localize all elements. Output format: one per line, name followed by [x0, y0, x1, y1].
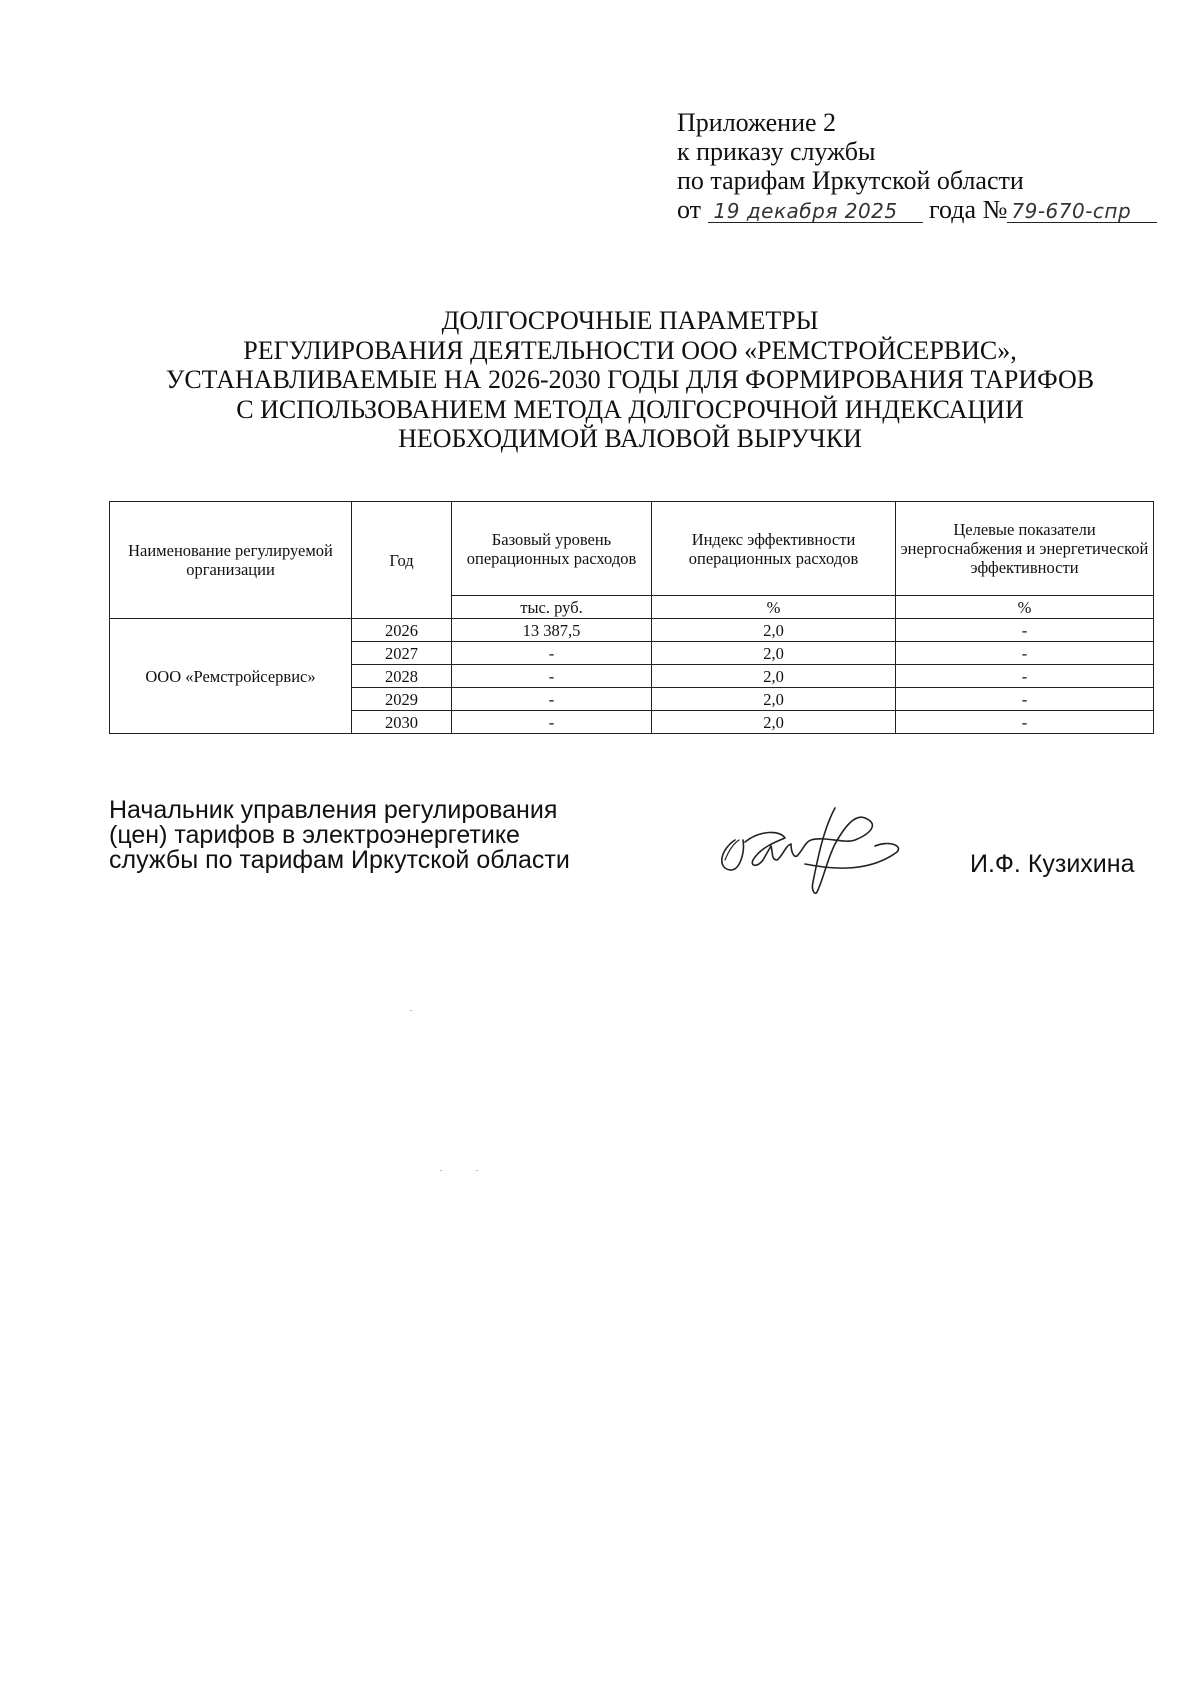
efficiency-index-cell: 2,0 — [652, 619, 896, 642]
signatory-position — [109, 798, 570, 873]
signer-name: И.Ф. Кузихина — [970, 850, 1135, 878]
header-year: Год — [352, 502, 452, 619]
efficiency-index-cell: 2,0 — [652, 711, 896, 734]
annex-block — [677, 108, 1157, 224]
annex-title: Приложение 2 — [677, 108, 837, 137]
target-indicator-cell: - — [896, 619, 1154, 642]
target-indicator-cell: - — [896, 665, 1154, 688]
annex-date-prefix: от — [677, 195, 702, 224]
unit-efficiency-index: % — [652, 596, 896, 619]
target-indicator-cell: - — [896, 711, 1154, 734]
year-cell: 2030 — [352, 711, 452, 734]
title-line-1: ДОЛГОСРОЧНЫЕ ПАРАМЕТРЫ — [441, 306, 819, 335]
header-target-indicators: Целевые показатели энергоснабжения и энергетической эффективности — [896, 502, 1154, 596]
parameters-table — [109, 501, 1154, 734]
position-line-3: службы по тарифам Иркутской области — [109, 846, 570, 874]
unit-base-level: тыс. руб. — [452, 596, 652, 619]
position-line-1: Начальник управления регулирования — [109, 796, 558, 824]
header-organization: Наименование регулируемой организации — [110, 502, 352, 619]
organization-cell: ООО «Ремстройсервис» — [110, 619, 352, 734]
target-indicator-cell: - — [896, 642, 1154, 665]
title-line-4: С ИСПОЛЬЗОВАНИЕМ МЕТОДА ДОЛГОСРОЧНОЙ ИНДЕКСАЦИИ — [236, 394, 1024, 424]
base-level-cell: - — [452, 642, 652, 665]
handwritten-signature — [705, 800, 905, 900]
title-line-2: РЕГУЛИРОВАНИЯ ДЕЯТЕЛЬНОСТИ ООО «РЕМСТРОЙСЕРВИС», — [243, 335, 1017, 365]
year-cell: 2028 — [352, 665, 452, 688]
base-level-cell: - — [452, 711, 652, 734]
handwritten-date: 19 декабря 2025 — [708, 200, 923, 223]
position-line-2: (цен) тарифов в электроэнергетике — [109, 821, 520, 849]
header-efficiency-index: Индекс эффективности операционных расходов — [652, 502, 896, 596]
efficiency-index-cell: 2,0 — [652, 665, 896, 688]
document-title — [0, 306, 1200, 454]
base-level-cell: 13 387,5 — [452, 619, 652, 642]
unit-target-indicators: % — [896, 596, 1154, 619]
header-base-level: Базовый уровень операционных расходов — [452, 502, 652, 596]
table-row — [110, 619, 1154, 642]
table-header-row — [110, 502, 1154, 596]
handwritten-order-number: 79-670-спр — [1007, 200, 1157, 223]
annex-year-label: года № — [929, 195, 1008, 224]
annex-date-row — [677, 195, 1157, 224]
title-line-5: НЕОБХОДИМОЙ ВАЛОВОЙ ВЫРУЧКИ — [398, 424, 862, 453]
year-cell: 2029 — [352, 688, 452, 711]
title-line-3: УСТАНАВЛИВАЕМЫЕ НА 2026-2030 ГОДЫ ДЛЯ ФОРМИРОВАНИЯ ТАРИФОВ — [165, 365, 1095, 394]
base-level-cell: - — [452, 688, 652, 711]
annex-issuer: по тарифам Иркутской области — [677, 166, 1024, 195]
scan-speck — [410, 1010, 412, 1011]
year-cell: 2026 — [352, 619, 452, 642]
annex-order-ref: к приказу службы — [677, 137, 876, 166]
target-indicator-cell: - — [896, 688, 1154, 711]
base-level-cell: - — [452, 665, 652, 688]
scan-speck — [476, 1170, 478, 1171]
efficiency-index-cell: 2,0 — [652, 642, 896, 665]
year-cell: 2027 — [352, 642, 452, 665]
efficiency-index-cell: 2,0 — [652, 688, 896, 711]
scan-speck — [440, 1170, 442, 1171]
